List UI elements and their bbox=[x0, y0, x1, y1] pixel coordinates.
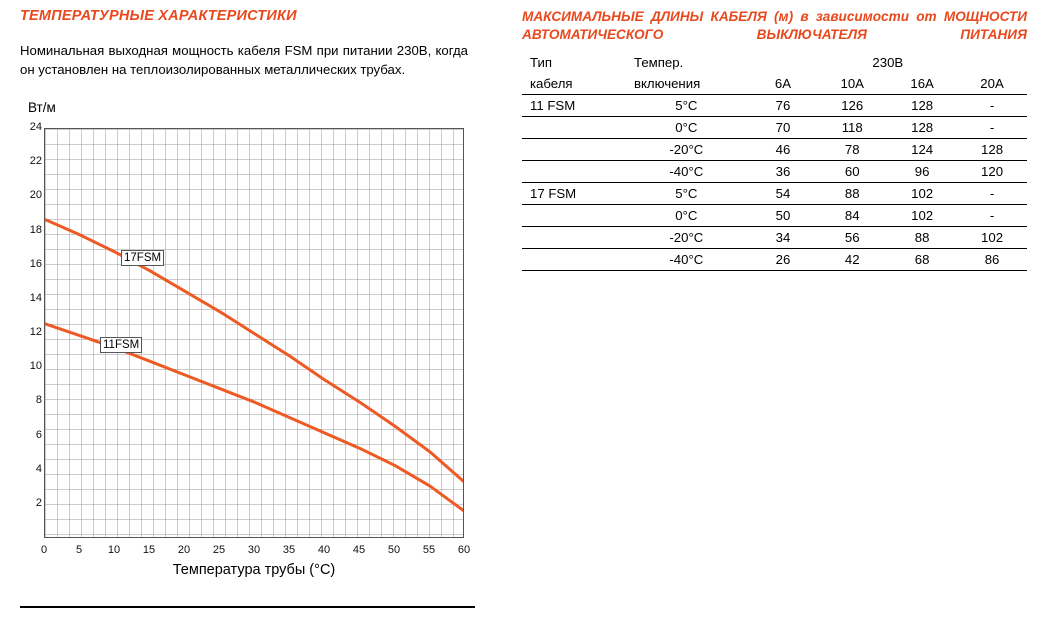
x-tick-15: 15 bbox=[142, 544, 156, 556]
section-title: ТЕМПЕРАТУРНЫЕ ХАРАКТЕРИСТИКИ bbox=[20, 8, 297, 24]
cell-switch-on-temp: -20°C bbox=[624, 139, 749, 161]
table-row bbox=[522, 227, 1027, 249]
table-header-row-1 bbox=[522, 52, 1027, 73]
y-tick-18: 18 bbox=[29, 223, 42, 236]
table-row bbox=[522, 183, 1027, 205]
table-body bbox=[522, 95, 1027, 271]
y-tick-24: 24 bbox=[29, 121, 42, 133]
header-type-line2: кабеля bbox=[530, 76, 573, 91]
cell-length-20a: - bbox=[957, 95, 1027, 117]
header-amp-6a: 6A bbox=[774, 76, 792, 91]
y-tick-12: 12 bbox=[29, 326, 42, 338]
cell-length-20a: 128 bbox=[957, 139, 1027, 161]
cell-length-20a: 86 bbox=[957, 249, 1027, 271]
y-tick-16: 16 bbox=[29, 257, 42, 270]
cell-length-6a: 70 bbox=[749, 117, 818, 139]
header-temp-line1: Темпер. bbox=[634, 55, 684, 70]
temperature-characteristics-panel bbox=[0, 0, 500, 629]
y-tick-6: 6 bbox=[35, 428, 42, 441]
cell-cable-type: 17 FSM bbox=[522, 183, 624, 205]
x-tick-55: 55 bbox=[422, 544, 436, 556]
cell-length-16a: 96 bbox=[887, 161, 957, 183]
cell-length-10a: 42 bbox=[817, 249, 887, 271]
cell-switch-on-temp: 5°C bbox=[624, 183, 749, 205]
y-tick-14: 14 bbox=[29, 291, 42, 304]
cell-length-20a: 102 bbox=[957, 227, 1027, 249]
x-tick-0: 0 bbox=[40, 544, 48, 556]
table-row bbox=[522, 95, 1027, 117]
y-tick-10: 10 bbox=[29, 360, 42, 373]
y-axis-unit-label: Вт/м bbox=[28, 100, 56, 115]
cell-cable-type bbox=[522, 227, 624, 249]
header-amp-10a: 10A bbox=[840, 76, 864, 91]
x-tick-20: 20 bbox=[177, 544, 191, 556]
cell-length-6a: 76 bbox=[749, 95, 818, 117]
cell-cable-type bbox=[522, 249, 624, 271]
power-vs-pipe-temperature-chart bbox=[20, 100, 480, 590]
cell-length-6a: 34 bbox=[749, 227, 818, 249]
cell-switch-on-temp: -40°C bbox=[624, 249, 749, 271]
cell-switch-on-temp: -40°C bbox=[624, 161, 749, 183]
series-label-11fsm: 11FSM bbox=[100, 337, 142, 353]
x-tick-50: 50 bbox=[387, 544, 401, 556]
cell-cable-type bbox=[522, 205, 624, 227]
x-tick-35: 35 bbox=[282, 544, 296, 556]
cell-length-6a: 54 bbox=[749, 183, 818, 205]
table-row bbox=[522, 161, 1027, 183]
table-row bbox=[522, 205, 1027, 227]
cell-length-16a: 102 bbox=[887, 205, 957, 227]
cell-length-10a: 60 bbox=[817, 161, 887, 183]
table-title: МАКСИМАЛЬНЫЕ ДЛИНЫ КАБЕЛЯ (м) в зависимости от МОЩНОСТИ АВТОМАТИЧЕСКОГО ВЫКЛЮЧАТЕЛЯ ПИТАНИЯ bbox=[522, 9, 1027, 42]
cell-length-16a: 88 bbox=[887, 227, 957, 249]
cell-length-16a: 124 bbox=[887, 139, 957, 161]
x-tick-5: 5 bbox=[75, 544, 83, 556]
cell-length-6a: 26 bbox=[749, 249, 818, 271]
header-voltage: 230В bbox=[872, 55, 904, 70]
table-row bbox=[522, 139, 1027, 161]
header-temp-line2: включения bbox=[634, 76, 701, 91]
cell-length-16a: 128 bbox=[887, 95, 957, 117]
x-tick-30: 30 bbox=[247, 544, 261, 556]
cell-length-6a: 36 bbox=[749, 161, 818, 183]
cell-length-6a: 50 bbox=[749, 205, 818, 227]
cell-length-16a: 68 bbox=[887, 249, 957, 271]
header-amp-20a: 20A bbox=[980, 76, 1004, 91]
intro-paragraph: Номинальная выходная мощность кабеля FSM при питании 230В, когда он установлен на теплоизолированных металлических трубах. bbox=[20, 43, 468, 77]
cell-length-10a: 84 bbox=[817, 205, 887, 227]
cell-switch-on-temp: -20°C bbox=[624, 227, 749, 249]
cell-length-10a: 88 bbox=[817, 183, 887, 205]
cell-length-10a: 118 bbox=[817, 117, 887, 139]
footer-divider bbox=[20, 606, 475, 608]
y-tick-8: 8 bbox=[35, 394, 42, 407]
cell-length-16a: 128 bbox=[887, 117, 957, 139]
x-axis-title: Температура трубы (°C) bbox=[172, 562, 336, 578]
chart-series-svg bbox=[45, 129, 464, 538]
cell-cable-type: 11 FSM bbox=[522, 95, 624, 117]
y-tick-22: 22 bbox=[29, 155, 42, 168]
cell-length-20a: - bbox=[957, 183, 1027, 205]
cell-cable-type bbox=[522, 161, 624, 183]
series-label-17fsm: 17FSM bbox=[121, 250, 164, 266]
table-header-row-2 bbox=[522, 73, 1027, 95]
cell-length-10a: 78 bbox=[817, 139, 887, 161]
y-tick-2: 2 bbox=[35, 496, 42, 509]
x-tick-45: 45 bbox=[352, 544, 366, 556]
header-type-line1: Тип bbox=[530, 55, 552, 70]
cell-length-20a: 120 bbox=[957, 161, 1027, 183]
cell-length-10a: 126 bbox=[817, 95, 887, 117]
x-tick-60: 60 bbox=[457, 544, 471, 556]
cell-length-6a: 46 bbox=[749, 139, 818, 161]
cell-length-20a: - bbox=[957, 117, 1027, 139]
cell-switch-on-temp: 5°C bbox=[624, 95, 749, 117]
cell-length-20a: - bbox=[957, 205, 1027, 227]
x-tick-40: 40 bbox=[317, 544, 331, 556]
max-cable-length-table bbox=[522, 52, 1027, 271]
x-tick-25: 25 bbox=[212, 544, 226, 556]
x-tick-10: 10 bbox=[107, 544, 121, 556]
cell-cable-type bbox=[522, 117, 624, 139]
y-tick-20: 20 bbox=[29, 189, 42, 202]
table-row bbox=[522, 117, 1027, 139]
y-tick-4: 4 bbox=[35, 462, 42, 475]
header-amp-16a: 16A bbox=[910, 76, 934, 91]
cell-length-10a: 56 bbox=[817, 227, 887, 249]
chart-plot-area bbox=[44, 128, 464, 538]
cell-switch-on-temp: 0°C bbox=[624, 117, 749, 139]
cell-switch-on-temp: 0°C bbox=[624, 205, 749, 227]
cell-length-16a: 102 bbox=[887, 183, 957, 205]
cell-cable-type bbox=[522, 139, 624, 161]
table-row bbox=[522, 249, 1027, 271]
